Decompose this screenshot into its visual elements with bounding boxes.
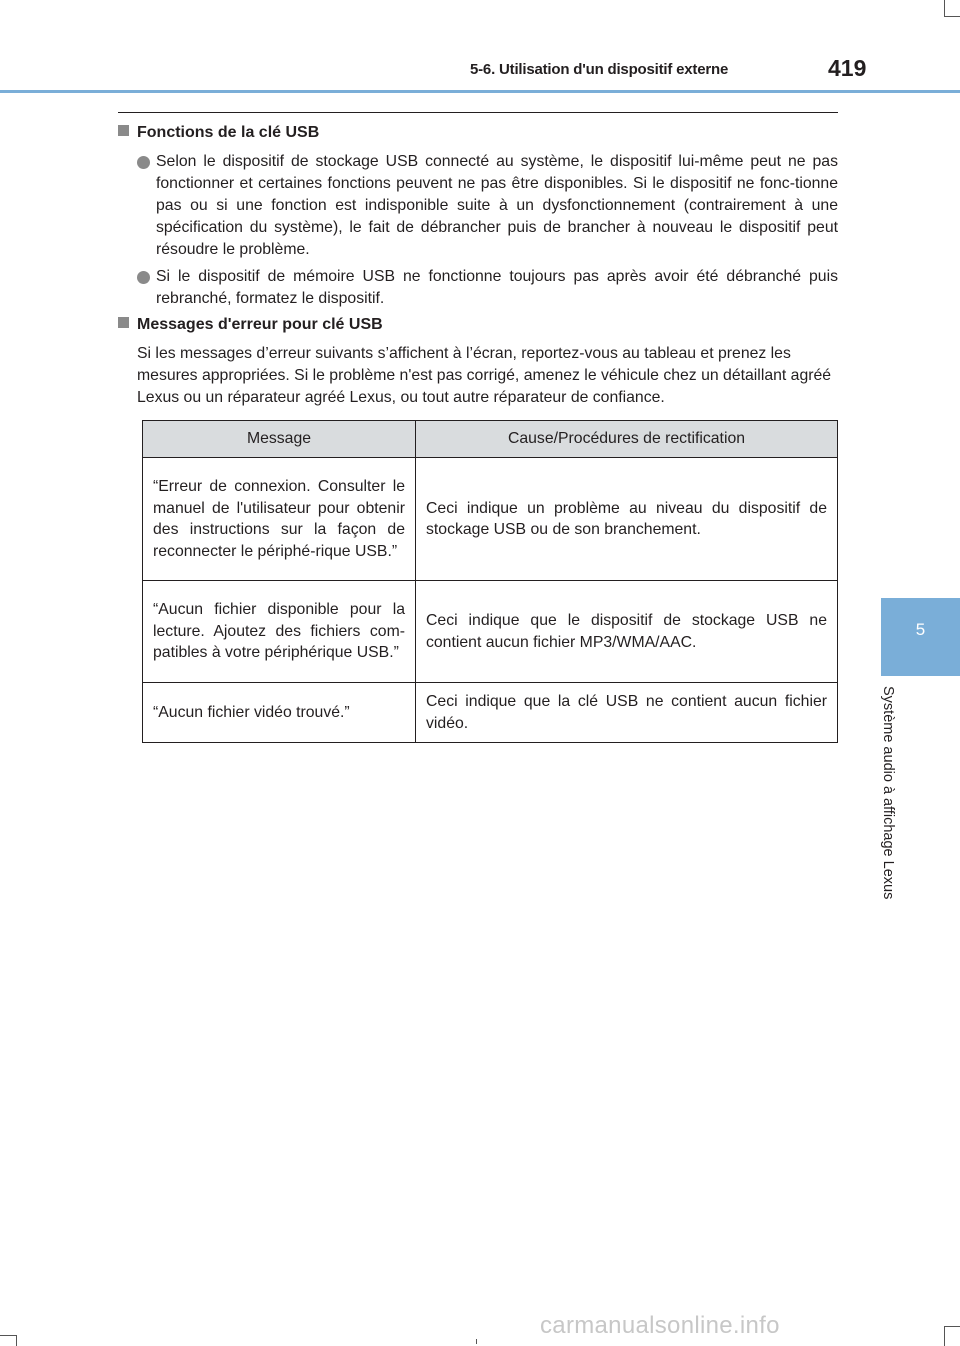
round-bullet-icon <box>137 156 150 169</box>
table-header-row <box>143 421 838 458</box>
content-top-rule <box>118 112 838 113</box>
cause-cell: Ceci indique un problème au niveau du dispositif de stockage USB ou de son branchement. <box>416 458 838 581</box>
square-bullet-icon <box>118 317 129 328</box>
intro-paragraph: Si les messages d’erreur suivants s’affichent à l’écran, reportez-vous au tableau et prenez les mesures appropriées. Si le problème n'est pas corrigé, amenez le véhicule chez un détaillant agréé Lexus ou un réparateur agréé Lexus, ou tout autre réparateur de confiance. <box>137 345 832 406</box>
message-cell: “Aucun fichier disponible pour la lecture. Ajoutez des fichiers com-patibles à votre périphérique USB.” <box>143 581 416 683</box>
chapter-tab <box>881 598 960 676</box>
section-heading-usb-functions <box>118 124 319 142</box>
chapter-label-wrap <box>880 686 912 936</box>
crop-mark <box>944 16 960 17</box>
chapter-number: 5 <box>915 620 926 639</box>
cause-cell: Ceci indique que le dispositif de stockage USB ne contient aucun fichier MP3/WMA/AAC. <box>416 581 838 683</box>
section-heading-text: Fonctions de la clé USB <box>137 124 320 141</box>
message-cell: “Erreur de connexion. Consulter le manuel de l'utilisateur pour obtenir des instructions sur la façon de reconnecter le périphé-rique USB.” <box>143 458 416 581</box>
message-cell: “Aucun fichier vidéo trouvé.” <box>143 683 416 743</box>
column-header-message: Message <box>143 421 416 458</box>
crop-mark <box>16 1335 17 1346</box>
running-header-title: 5-6. Utilisation d'un dispositif externe <box>470 61 729 78</box>
column-header-cause: Cause/Procédures de rectification <box>416 421 838 458</box>
bullet-text: Si le dispositif de mémoire USB ne fonctionne toujours pas après avoir été débranché puis rebranché, formatez le dispositif. <box>156 268 838 307</box>
table-row <box>143 458 838 581</box>
bullet-item <box>137 151 838 261</box>
crop-mark <box>944 1326 960 1327</box>
square-bullet-icon <box>118 125 129 136</box>
crop-mark <box>476 1339 477 1344</box>
chapter-label: Système audio à affichage Lexus <box>880 686 896 900</box>
bullet-item <box>137 266 838 310</box>
table-row <box>143 581 838 683</box>
page-number: 419 <box>828 55 867 81</box>
error-message-table <box>142 420 838 743</box>
section-heading-error-messages <box>118 316 383 334</box>
cause-cell: Ceci indique que la clé USB ne contient aucun fichier vidéo. <box>416 683 838 743</box>
watermark-text: carmanualsonline.info <box>540 1312 780 1339</box>
round-bullet-icon <box>137 271 150 284</box>
crop-mark <box>0 1335 16 1336</box>
header-rule <box>0 90 960 93</box>
table-row <box>143 683 838 743</box>
bullet-text: Selon le dispositif de stockage USB connecté au système, le dispositif lui-même peut ne pas fonctionner et certaines fonctions peuvent ne pas être disponibles. Si le dispositif ne fonc-tionne pas ou si une fonction est indisponible suite à un dysfonctionnement (contrairement à une spécification du système), le fait de débrancher puis de brancher à nouveau le dispositif peut résoudre le problème. <box>156 153 838 258</box>
crop-mark <box>944 0 945 16</box>
crop-mark <box>944 1326 945 1346</box>
section-heading-text: Messages d'erreur pour clé USB <box>137 316 383 333</box>
